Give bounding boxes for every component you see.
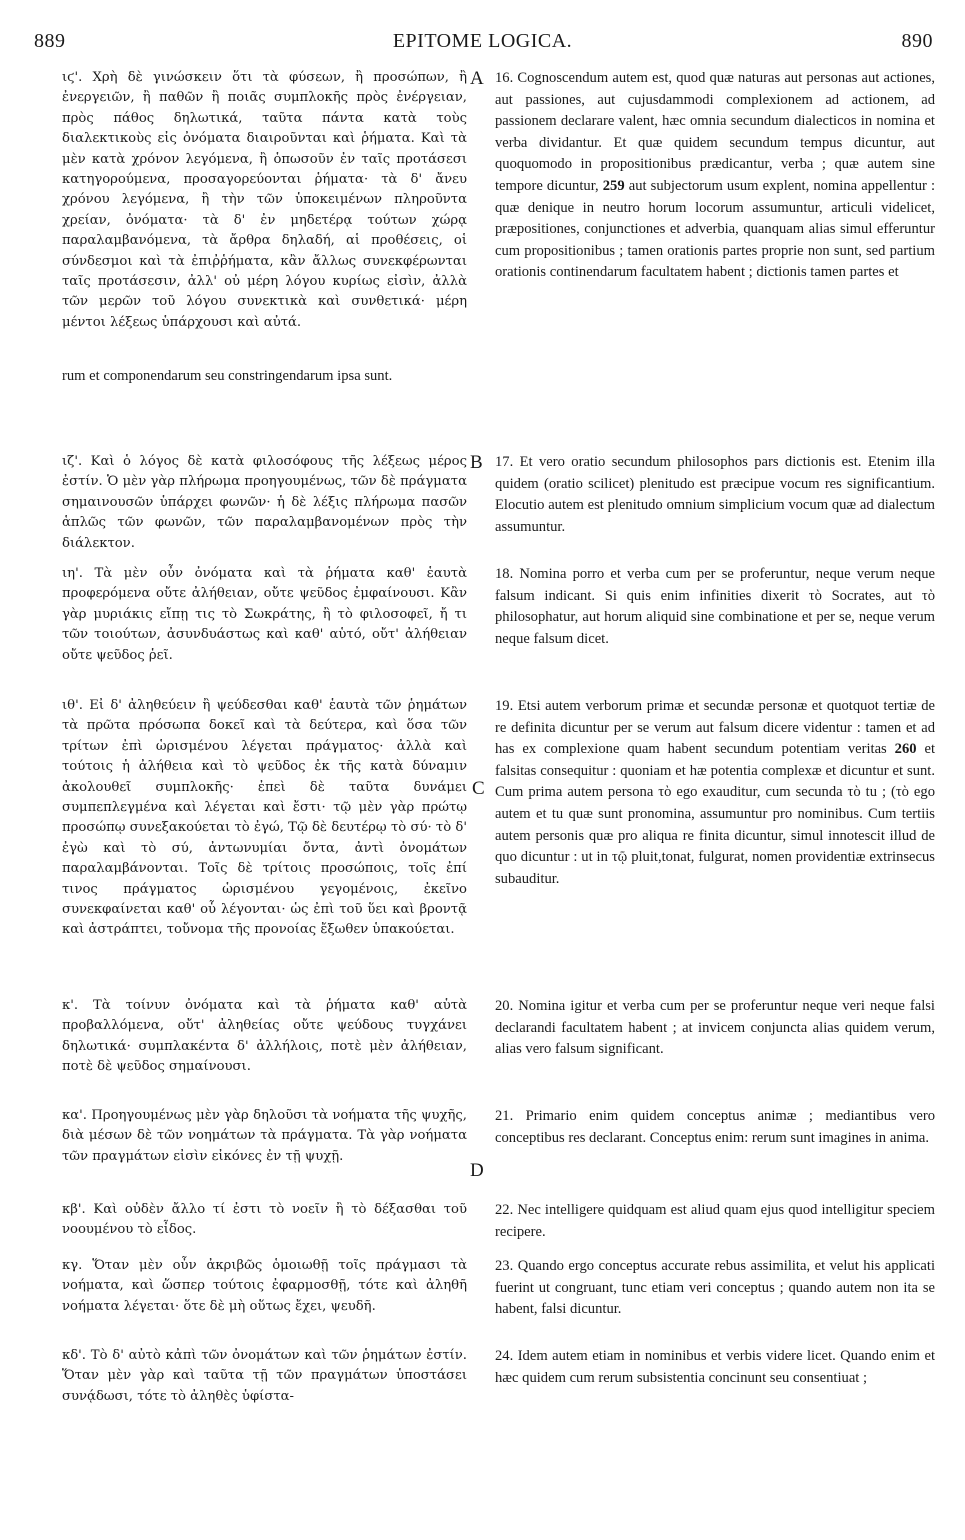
margin-letter-d: D <box>470 1160 484 1181</box>
greek-paragraph-19: ιθ'. Εἰ δ' ἀληθεύειν ἢ ψεύδεσθαι καθ' ἑαυτὰ τῶν ῥημάτων τὰ πρῶτα πρόσωπα δοκεῖ καὶ τὰ δεύτερα, καὶ ὅσα τῶν τρίτων ἐπὶ ὡρισμένου λέγεται πράγματος· ἀλλὰ καὶ τούτοις ἡ ἀλήθεια καὶ τὸ ψεῦδος ἐκ τῆς κατὰ δύναμιν ἀκολουθεῖ συμπλοκῆς· ἐπεὶ δὲ ταῦτα δυνάμει συμπεπλεγμένα καὶ λέγεται καὶ ἔστι· τῷ μὲν γὰρ πρώτῳ προσώπῳ συνεξακούεται τὸ ἐγώ, Τῷ δὲ δευτέρῳ τὸ σύ· τὸ δ' ἐγὼ καὶ τὸ σύ, ἀντωνυμίαι ὄντα, ἀντὶ ὀνομάτων παραλαμβάνονται. Τοῖς δὲ τρίτοις προσώποις, τοῖς ἐπί τινος πράγματος ὡρισμένου γεγομένοις, ἐκεῖνο συνεκφαίνεται καθ' οὗ λέγονται· ὡς ἐπὶ τοῦ ὕει καὶ βροντᾷ καὶ ἀστράπτει, τοὔνομα τῆς προνοίας ἔξωθεν ὑπακούεται. <box>62 698 467 938</box>
latin-paragraph-16-text-b: aut subjectorum usum explent, nomina appellentur : quæ denique in neutro horum locorum assumuntur, articuli videlicet, præpositiones, conjunctiones et adverbia, quanquam alias simul efferuntur cum propositionibus ; tamen orationis partes proprie non sunt, sed partium orationis continendarum facultatem habent ; dictionis tamen partes et <box>495 177 936 281</box>
latin-paragraph-22: 22. Nec intelligere quidquam est aliud quam ejus quod intelligitur speciem recipere. <box>495 1202 935 1240</box>
left-page-number: 889 <box>34 30 66 52</box>
greek-column-lower <box>62 452 467 1416</box>
latin-paragraph-16-text-a: 16. Cognoscendum autem est, quod quæ naturas aut personas aut actiones, aut passiones, aut cujusdammodi complexionem ad actionem, ad passionem declarare valent, hæc omnia secundum dialecticos in nomina et verba dividantur. Et quæ quidem secundum tempus dicuntur, aut quoquomodo in propositionibus prædicantur, verba ; quæ autem sine tempore dicuntur, <box>495 70 935 194</box>
margin-letter-c: C <box>472 778 485 799</box>
greek-paragraph-24: κδ'. Τὸ δ' αὐτὸ κἀπὶ τῶν ὀνομάτων καὶ τῶν ῥημάτων ἐστίν. Ὅταν μὲν γὰρ καὶ ταῦτα τῇ τῶν πραγμάτων ὑποστάσει συνᾴδωσι, τότε τὸ ἀληθὲς ὑφίστα- <box>62 1348 467 1404</box>
latin-paragraph-21: 21. Primario enim quidem conceptus animæ ; mediantibus vero conceptibus res declarant. Conceptus enim: rerum sunt imagines in anima. <box>495 1108 935 1146</box>
page-header <box>30 30 935 60</box>
latin-paragraph-24: 24. Idem autem etiam in nominibus et verbis videre licet. Quando enim et hæc quidem cum rerum subsistentia concinunt seu consentiuat ; <box>495 1348 935 1386</box>
right-page-number: 890 <box>901 30 933 52</box>
margin-letter-a: A <box>470 68 484 89</box>
greek-column <box>62 68 467 364</box>
greek-paragraph-18: ιη'. Τὰ μὲν οὖν ὀνόματα καὶ τὰ ῥήματα καθ' ἑαυτὰ προφερόμενα οὔτε ἀλήθειαν, οὔτε ψεῦδος ἐμφαίνουσι. Κἂν γὰρ μυριάκις εἴπῃ τις τὸ Σωκράτης, ἢ τὸ φιλοσοφεῖ, ἤ τι τῶν τοιούτων, ἀσυνδυάστως καὶ καθ' αὑτό, οὔτ' ἀλήθειαν οὔτε ψεῦδος ῥεῖ. <box>62 566 467 663</box>
margin-letter-b: B <box>470 452 483 473</box>
latin-paragraph-16 <box>495 68 935 434</box>
column-number-259: 259 <box>602 177 625 194</box>
latin-paragraph-20: 20. Nomina igitur et verba cum per se proferuntur neque veri neque falsi declarandi facultatem habent ; at invicem conjuncta alias quidem verum, alias vero falsum significant. <box>495 998 935 1058</box>
latin-column <box>495 68 935 434</box>
latin-paragraph-23: 23. Quando ergo conceptus accurate rebus assimilita, et velut his applicati fuerint ut congruant, tunc etiam veri conceptus ; quando autem non ita se habent, falsi dicuntur. <box>495 1258 935 1318</box>
greek-paragraph-23: κγ. Ὅταν μὲν οὖν ἀκριβῶς ὁμοιωθῇ τοῖς πράγμασι τὰ νοήματα, καὶ ὥσπερ τούτοις ἐφαρμοσθῇ, τότε καὶ ἀληθῆ νοήματα λέγεται· ὅτε δὲ μὴ οὕτως ἔχει, ψευδῆ. <box>62 1258 467 1314</box>
running-title: EPITOME LOGICA. <box>392 30 573 52</box>
greek-paragraph-21: κα'. Προηγουμένως μὲν γὰρ δηλοῦσι τὰ νοήματα τῆς ψυχῆς, διὰ μέσων δὲ τῶν νοημάτων τὰ πράγματα. Τὰ γὰρ νοήματα τῶν πραγμάτων εἰσὶν εἰκόνες ἐν τῇ ψυχῇ. <box>62 1108 467 1164</box>
greek-paragraph-20: κ'. Τὰ τοίνυν ὀνόματα καὶ τὰ ῥήματα καθ' αὑτὰ προβαλλόμενα, οὔτ' ἀληθείας οὔτε ψεύδους τυγχάνει δηλωτικά· συμπλακέντα δ' ἀλλήλοις, ποτὲ μὲν ἀλήθειαν, ποτὲ δὲ ψεῦδος σημαίνουσι. <box>62 998 467 1075</box>
latin-carryover-text: rum et componendarum seu constringendarum ipsa sunt. <box>62 368 393 384</box>
column-number-260: 260 <box>894 741 917 758</box>
latin-paragraph-19-text-b: et falsitas consequitur : quoniam et hæ potentia complexæ et dicuntur et sunt. Cum prima autem persona τὸ ego exauditur, cum secunda τὸ tu ; (τὸ ego autem et tu quæ sunt pronomina, assumuntur pro nominibus. Cum tertiis autem personis quæ pro aliqua re finita dicuntur, simul innotescit illud de quo dicuntur : ut in τῷ pluit,tonat, fulgurat, nomen providentiæ extrinsecus subauditur. <box>495 741 936 887</box>
latin-column-lower <box>495 452 935 1416</box>
greek-paragraph-22: κβ'. Καὶ οὐδὲν ἄλλο τί ἐστι τὸ νοεῖν ἢ τὸ δέξασθαι τοῦ νοουμένου τὸ εἶδος. <box>62 1202 467 1238</box>
latin-paragraph-19 <box>495 696 935 996</box>
latin-paragraph-18: 18. Nomina porro et verba cum per se proferuntur, neque verum neque falsum indicant. Si quis enim infinities dixerit τὸ Socrates, aut τὸ philosophatur, aut horum aliquid sine combinatione et per se, neque verum neque falsum dicet. <box>495 566 935 647</box>
latin-paragraph-17: 17. Et vero oratio secundum philosophos pars dictionis est. Etenim illa quidem (oratio scilicet) plenitudo est præcipue vocum res significantium. Elocutio autem est plenitudo omnium simplicium vocum quæ ad dialectum assumuntur. <box>495 454 935 535</box>
greek-paragraph-17: ιζ'. Καὶ ὁ λόγος δὲ κατὰ φιλοσόφους τῆς λέξεως μέρος ἐστίν. Ὁ μὲν γὰρ πλήρωμα προηγουμένως, τῶν δὲ πράγματα σημαινουσῶν ὑπάρχει φωνῶν· ἡ δὲ λέξις πλήρωμα πασῶν ἁπλῶς τῶν φωνῶν, τῶν παραλαμβανομένων πρὸς τὴν διάλεκτον. <box>62 454 467 551</box>
latin-paragraph-19-text-a: 19. Etsi autem verborum primæ et secundæ personæ et quotquot tertiæ de re definita dicuntur per se verum aut falsum dicere videntur : tamen et ad has ex complexione quam habent secundum potentiam veritas <box>495 698 935 758</box>
greek-paragraph-16: ιϛ'. Χρὴ δὲ γινώσκειν ὅτι τὰ φύσεων, ἢ προσώπων, ἢ ἐνεργειῶν, ἢ παθῶν ἢ ποιᾶς συμπλοκῆς πρὸς ἐνέργειαν, πρὸς πάθος δηλωτικά, ταῦτα πάντα κατὰ τοὺς διαλεκτικοὺς εἰς ὀνόματα διαιροῦνται καὶ ῥήματα. Καὶ τὰ μὲν κατὰ χρόνον λεγόμενα, ἢ ὁπωσοῦν ἐν ταῖς προτάσεσι κατηγορούμενα, προσαγορεύονται ῥήματα· τὰ δ' ἄνευ χρόνου λεγόμενα, ἢ τὴν τῶν ὑποκειμένων πληροῦντα χρείαν, ὀνόματα· τὰ δ' ἐν μηδετέρᾳ τούτων χώρᾳ παραλαμβανόμενα, τὰ ἄρθρα δηλαδή, αἱ προθέσεις, οἱ σύνδεσμοι καὶ τὰ ἐπιῤῥήματα, κἂν ἄλλως συνεκφέρωνται ταῖς προτάσεσιν, ἀλλ' οὐ μέρη λόγου κυρίως εἰσὶν, ἀλλὰ τῶν μερῶν τοῦ λόγου συνεκτικὰ καὶ συνθετικά· μέρη μέντοι λέξεως ὑπάρχουσι καὶ αὐτά. <box>62 70 467 330</box>
